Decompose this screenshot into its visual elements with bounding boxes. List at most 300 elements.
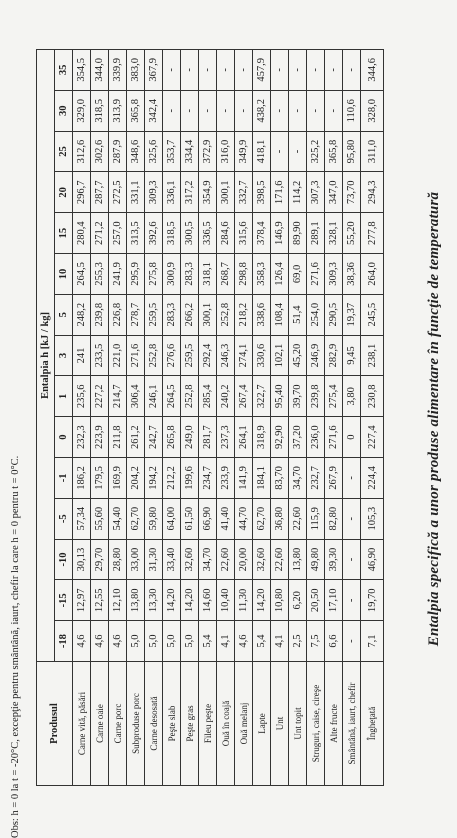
value-cell: -: [343, 498, 361, 539]
value-cell: 33,40: [163, 539, 181, 580]
value-cell: -: [343, 580, 361, 621]
value-cell: 141,9: [235, 458, 253, 499]
value-cell: -: [163, 90, 181, 131]
product-name-cell: Unt topit: [289, 662, 307, 786]
value-cell: 283,3: [163, 294, 181, 335]
value-cell: 5,0: [145, 621, 163, 662]
value-cell: 194,2: [145, 458, 163, 499]
temperature-header: 35: [55, 49, 73, 90]
value-cell: -: [217, 90, 235, 131]
value-cell: 336,5: [199, 213, 217, 254]
temperature-header: 15: [55, 213, 73, 254]
temperature-header: 30: [55, 90, 73, 131]
value-cell: 268,7: [217, 254, 235, 295]
value-cell: -: [307, 90, 325, 131]
value-cell: 281,7: [199, 417, 217, 458]
value-cell: 83,70: [271, 458, 289, 499]
value-cell: 365,8: [325, 131, 343, 172]
value-cell: 398,5: [253, 172, 271, 213]
value-cell: 246,1: [145, 376, 163, 417]
value-cell: 316,0: [217, 131, 235, 172]
value-cell: 234,7: [199, 458, 217, 499]
value-cell: -: [235, 49, 253, 90]
product-name-cell: Fileu peşte: [199, 662, 217, 786]
value-cell: 55,60: [91, 498, 109, 539]
value-cell: 10,80: [271, 580, 289, 621]
value-cell: 246,3: [217, 335, 235, 376]
value-cell: 31,30: [145, 539, 163, 580]
table-row: [199, 49, 217, 785]
product-name-cell: Smântână, iaurt, chefir: [343, 662, 361, 786]
table-row: [271, 49, 289, 785]
temperature-header: 1: [55, 376, 73, 417]
value-cell: 46,90: [361, 539, 384, 580]
temperature-header: 10: [55, 254, 73, 295]
product-name-cell: Peşte slab: [163, 662, 181, 786]
value-cell: 383,0: [127, 49, 145, 90]
table-row: [325, 49, 343, 785]
value-cell: 275,4: [325, 376, 343, 417]
value-cell: 259,5: [181, 335, 199, 376]
value-cell: 296,7: [73, 172, 91, 213]
table-row: [127, 49, 145, 785]
product-name-cell: Carne vită, păsări: [73, 662, 91, 786]
value-cell: -: [343, 539, 361, 580]
value-cell: 271,6: [307, 254, 325, 295]
value-cell: 332,7: [235, 172, 253, 213]
value-cell: 14,20: [253, 580, 271, 621]
value-cell: 315,6: [235, 213, 253, 254]
value-cell: -: [289, 90, 307, 131]
value-cell: 59,80: [145, 498, 163, 539]
value-cell: 108,4: [271, 294, 289, 335]
value-cell: 7,5: [307, 621, 325, 662]
value-cell: 110,6: [343, 90, 361, 131]
value-cell: 418,1: [253, 131, 271, 172]
value-cell: 255,3: [91, 254, 109, 295]
value-cell: 328,1: [325, 213, 343, 254]
table-row: [307, 49, 325, 785]
value-cell: 230,8: [361, 376, 384, 417]
value-cell: 372,9: [199, 131, 217, 172]
product-name-cell: Îngheţată: [361, 662, 384, 786]
product-column-header: Produsul: [37, 662, 73, 786]
value-cell: 238,1: [361, 335, 384, 376]
value-cell: 312,6: [73, 131, 91, 172]
value-cell: 272,5: [109, 172, 127, 213]
value-cell: 32,60: [181, 539, 199, 580]
value-cell: -: [289, 131, 307, 172]
value-cell: 13,80: [289, 539, 307, 580]
value-cell: 41,40: [217, 498, 235, 539]
value-cell: 232,7: [307, 458, 325, 499]
temperature-header: -5: [55, 498, 73, 539]
value-cell: 264,0: [361, 254, 384, 295]
value-cell: 302,6: [91, 131, 109, 172]
value-cell: 287,7: [91, 172, 109, 213]
value-cell: 252,8: [145, 335, 163, 376]
value-cell: 5,4: [253, 621, 271, 662]
value-cell: 353,7: [163, 131, 181, 172]
value-cell: 38,36: [343, 254, 361, 295]
value-cell: 261,2: [127, 417, 145, 458]
value-cell: 14,20: [181, 580, 199, 621]
value-cell: 331,1: [127, 172, 145, 213]
value-cell: 271,6: [325, 417, 343, 458]
temperature-header: 25: [55, 131, 73, 172]
value-cell: 221,0: [109, 335, 127, 376]
value-cell: 30,13: [73, 539, 91, 580]
value-cell: 277,8: [361, 213, 384, 254]
value-cell: 169,9: [109, 458, 127, 499]
value-cell: 73,70: [343, 172, 361, 213]
table-row: [361, 49, 384, 785]
value-cell: 20,50: [307, 580, 325, 621]
value-cell: -: [307, 49, 325, 90]
value-cell: 334,4: [181, 131, 199, 172]
value-cell: 19,37: [343, 294, 361, 335]
value-cell: 223,9: [91, 417, 109, 458]
value-cell: 57,34: [73, 498, 91, 539]
value-cell: -: [199, 49, 217, 90]
value-cell: 267,9: [325, 458, 343, 499]
value-cell: 20,00: [235, 539, 253, 580]
value-cell: -: [343, 621, 361, 662]
value-cell: 10,40: [217, 580, 235, 621]
value-cell: 241,9: [109, 254, 127, 295]
value-cell: 249,0: [181, 417, 199, 458]
value-cell: 3,80: [343, 376, 361, 417]
table-row: [217, 49, 235, 785]
value-cell: 289,1: [307, 213, 325, 254]
temperature-header: -15: [55, 580, 73, 621]
value-cell: 54,40: [109, 498, 127, 539]
value-cell: 283,3: [181, 254, 199, 295]
table-row: [91, 49, 109, 785]
value-cell: 300,5: [181, 213, 199, 254]
value-cell: 2,5: [289, 621, 307, 662]
value-cell: -: [181, 90, 199, 131]
value-cell: 13,30: [145, 580, 163, 621]
value-cell: 318,9: [253, 417, 271, 458]
value-cell: 51,4: [289, 294, 307, 335]
value-cell: 4,6: [235, 621, 253, 662]
enthalpy-table: [36, 49, 384, 786]
product-name-cell: Ouă melanj: [235, 662, 253, 786]
value-cell: 22,60: [271, 539, 289, 580]
value-cell: 62,70: [253, 498, 271, 539]
value-cell: 457,9: [253, 49, 271, 90]
value-cell: 4,6: [109, 621, 127, 662]
value-cell: 212,2: [163, 458, 181, 499]
value-cell: 44,70: [235, 498, 253, 539]
value-cell: 274,1: [235, 335, 253, 376]
value-cell: 280,4: [73, 213, 91, 254]
product-name-cell: Carne porc: [109, 662, 127, 786]
value-cell: 354,5: [73, 49, 91, 90]
value-cell: 5,0: [163, 621, 181, 662]
value-cell: 248,2: [73, 294, 91, 335]
value-cell: 5,4: [199, 621, 217, 662]
product-name-cell: Unt: [271, 662, 289, 786]
value-cell: 241: [73, 335, 91, 376]
value-cell: 325,2: [307, 131, 325, 172]
value-cell: 257,0: [109, 213, 127, 254]
value-cell: 233,9: [217, 458, 235, 499]
value-cell: 267,4: [235, 376, 253, 417]
value-cell: 95,40: [271, 376, 289, 417]
table-body: [73, 49, 384, 785]
value-cell: 89,90: [289, 213, 307, 254]
table-row: [163, 49, 181, 785]
value-cell: 126,4: [271, 254, 289, 295]
value-cell: 4,6: [91, 621, 109, 662]
value-cell: 300,1: [199, 294, 217, 335]
value-cell: -: [343, 458, 361, 499]
value-cell: 300,9: [163, 254, 181, 295]
value-cell: 278,7: [127, 294, 145, 335]
table-row: [145, 49, 163, 785]
page-title: Entalpia specifică a unor produse alimentare în funcţie de temperatură: [426, 191, 442, 647]
value-cell: 294,3: [361, 172, 384, 213]
value-cell: 5,0: [127, 621, 145, 662]
value-cell: 64,00: [163, 498, 181, 539]
value-cell: 66,90: [199, 498, 217, 539]
value-cell: -: [325, 90, 343, 131]
value-cell: 298,8: [235, 254, 253, 295]
value-cell: 32,60: [253, 539, 271, 580]
value-cell: 239,8: [307, 376, 325, 417]
value-cell: 17,10: [325, 580, 343, 621]
value-cell: 36,80: [271, 498, 289, 539]
value-cell: 4,6: [73, 621, 91, 662]
value-cell: 235,6: [73, 376, 91, 417]
temperature-header: 0: [55, 417, 73, 458]
value-cell: 307,3: [307, 172, 325, 213]
temperature-header: 20: [55, 172, 73, 213]
value-cell: 271,6: [127, 335, 145, 376]
value-cell: -: [271, 131, 289, 172]
value-cell: 34,70: [289, 458, 307, 499]
value-cell: 252,8: [181, 376, 199, 417]
value-cell: 313,5: [127, 213, 145, 254]
temperature-header: -1: [55, 458, 73, 499]
value-cell: 285,4: [199, 376, 217, 417]
value-cell: 62,70: [127, 498, 145, 539]
value-cell: 115,9: [307, 498, 325, 539]
value-cell: 61,50: [181, 498, 199, 539]
enthalpy-super-header: Entalpia h [kJ / kg]: [37, 49, 55, 661]
value-cell: 239,8: [91, 294, 109, 335]
value-cell: 105,3: [361, 498, 384, 539]
value-cell: 438,2: [253, 90, 271, 131]
value-cell: 33,00: [127, 539, 145, 580]
value-cell: 6,20: [289, 580, 307, 621]
value-cell: 264,1: [235, 417, 253, 458]
value-cell: 22,60: [289, 498, 307, 539]
value-cell: 55,20: [343, 213, 361, 254]
value-cell: 22,60: [217, 539, 235, 580]
value-cell: 0: [343, 417, 361, 458]
value-cell: 211,8: [109, 417, 127, 458]
value-cell: 146,9: [271, 213, 289, 254]
value-cell: 330,6: [253, 335, 271, 376]
value-cell: 227,4: [361, 417, 384, 458]
table-row: [289, 49, 307, 785]
temperature-header: 3: [55, 335, 73, 376]
value-cell: 276,6: [163, 335, 181, 376]
value-cell: -: [217, 49, 235, 90]
value-cell: 271,2: [91, 213, 109, 254]
value-cell: 236,0: [307, 417, 325, 458]
value-cell: 348,6: [127, 131, 145, 172]
value-cell: 11,30: [235, 580, 253, 621]
value-cell: 275,8: [145, 254, 163, 295]
value-cell: -: [181, 49, 199, 90]
table-row: [253, 49, 271, 785]
product-name-cell: Ouă în coajă: [217, 662, 235, 786]
value-cell: -: [199, 90, 217, 131]
value-cell: 313,9: [109, 90, 127, 131]
value-cell: 114,2: [289, 172, 307, 213]
value-cell: 318,5: [163, 213, 181, 254]
value-cell: 295,9: [127, 254, 145, 295]
value-cell: 242,7: [145, 417, 163, 458]
value-cell: 311,0: [361, 131, 384, 172]
product-name-cell: Carne oaie: [91, 662, 109, 786]
value-cell: 306,4: [127, 376, 145, 417]
value-cell: -: [325, 49, 343, 90]
header-row-super: [37, 49, 55, 785]
value-cell: 354,9: [199, 172, 217, 213]
value-cell: 318,1: [199, 254, 217, 295]
value-cell: 12,55: [91, 580, 109, 621]
value-cell: 290,5: [325, 294, 343, 335]
value-cell: 69,0: [289, 254, 307, 295]
value-cell: 29,70: [91, 539, 109, 580]
value-cell: 199,6: [181, 458, 199, 499]
value-cell: 37,20: [289, 417, 307, 458]
value-cell: 28,80: [109, 539, 127, 580]
product-name-cell: Struguri, caise, cireşe: [307, 662, 325, 786]
value-cell: 349,9: [235, 131, 253, 172]
footnote: Obs: h = 0 la t = -20°C, excepţie pentru smântână, iaurt, chefir la care h = 0 pentru t = 0°C.: [10, 455, 21, 838]
value-cell: 367,9: [145, 49, 163, 90]
temperature-header: -18: [55, 621, 73, 662]
value-cell: 287,9: [109, 131, 127, 172]
value-cell: 34,70: [199, 539, 217, 580]
value-cell: 9,45: [343, 335, 361, 376]
value-cell: 265,8: [163, 417, 181, 458]
value-cell: 329,0: [73, 90, 91, 131]
value-cell: 19,70: [361, 580, 384, 621]
value-cell: 4,1: [271, 621, 289, 662]
product-name-cell: Peşte gras: [181, 662, 199, 786]
value-cell: 5,0: [181, 621, 199, 662]
value-cell: 240,2: [217, 376, 235, 417]
value-cell: 336,1: [163, 172, 181, 213]
value-cell: 358,3: [253, 254, 271, 295]
value-cell: 4,1: [217, 621, 235, 662]
value-cell: 309,3: [145, 172, 163, 213]
value-cell: 82,80: [325, 498, 343, 539]
value-cell: 344,0: [91, 49, 109, 90]
value-cell: -: [163, 49, 181, 90]
value-cell: -: [343, 49, 361, 90]
product-name-cell: Carne desosată: [145, 662, 163, 786]
value-cell: 179,5: [91, 458, 109, 499]
product-name-cell: Lapte: [253, 662, 271, 786]
value-cell: 344,6: [361, 49, 384, 90]
value-cell: 49,80: [307, 539, 325, 580]
value-cell: 14,20: [163, 580, 181, 621]
value-cell: 39,70: [289, 376, 307, 417]
value-cell: 233,5: [91, 335, 109, 376]
value-cell: 266,2: [181, 294, 199, 335]
value-cell: -: [271, 49, 289, 90]
value-cell: 309,3: [325, 254, 343, 295]
value-cell: 237,3: [217, 417, 235, 458]
value-cell: 6,6: [325, 621, 343, 662]
table-row: [181, 49, 199, 785]
value-cell: 245,5: [361, 294, 384, 335]
value-cell: 92,90: [271, 417, 289, 458]
value-cell: 342,4: [145, 90, 163, 131]
value-cell: 339,9: [109, 49, 127, 90]
value-cell: 322,7: [253, 376, 271, 417]
value-cell: 246,9: [307, 335, 325, 376]
value-cell: 365,8: [127, 90, 145, 131]
value-cell: 264,5: [73, 254, 91, 295]
value-cell: 292,4: [199, 335, 217, 376]
value-cell: 95,80: [343, 131, 361, 172]
value-cell: 392,6: [145, 213, 163, 254]
value-cell: 14,60: [199, 580, 217, 621]
table-row: [235, 49, 253, 785]
value-cell: 232,3: [73, 417, 91, 458]
value-cell: 347,0: [325, 172, 343, 213]
value-cell: -: [271, 90, 289, 131]
value-cell: 214,7: [109, 376, 127, 417]
value-cell: 282,9: [325, 335, 343, 376]
value-cell: 284,6: [217, 213, 235, 254]
table-row: [73, 49, 91, 785]
value-cell: 264,5: [163, 376, 181, 417]
value-cell: 45,20: [289, 335, 307, 376]
value-cell: 318,5: [91, 90, 109, 131]
value-cell: 259,5: [145, 294, 163, 335]
value-cell: 378,4: [253, 213, 271, 254]
value-cell: 338,6: [253, 294, 271, 335]
value-cell: -: [235, 90, 253, 131]
value-cell: 184,1: [253, 458, 271, 499]
value-cell: 186,2: [73, 458, 91, 499]
value-cell: -: [289, 49, 307, 90]
value-cell: 317,2: [181, 172, 199, 213]
table-row: [343, 49, 361, 785]
temperature-header: 5: [55, 294, 73, 335]
value-cell: 252,8: [217, 294, 235, 335]
value-cell: 226,8: [109, 294, 127, 335]
value-cell: 224,4: [361, 458, 384, 499]
value-cell: 7,1: [361, 621, 384, 662]
value-cell: 12,97: [73, 580, 91, 621]
value-cell: 39,30: [325, 539, 343, 580]
value-cell: 218,2: [235, 294, 253, 335]
product-name-cell: Alte fructe: [325, 662, 343, 786]
value-cell: 300,1: [217, 172, 235, 213]
value-cell: 328,0: [361, 90, 384, 131]
